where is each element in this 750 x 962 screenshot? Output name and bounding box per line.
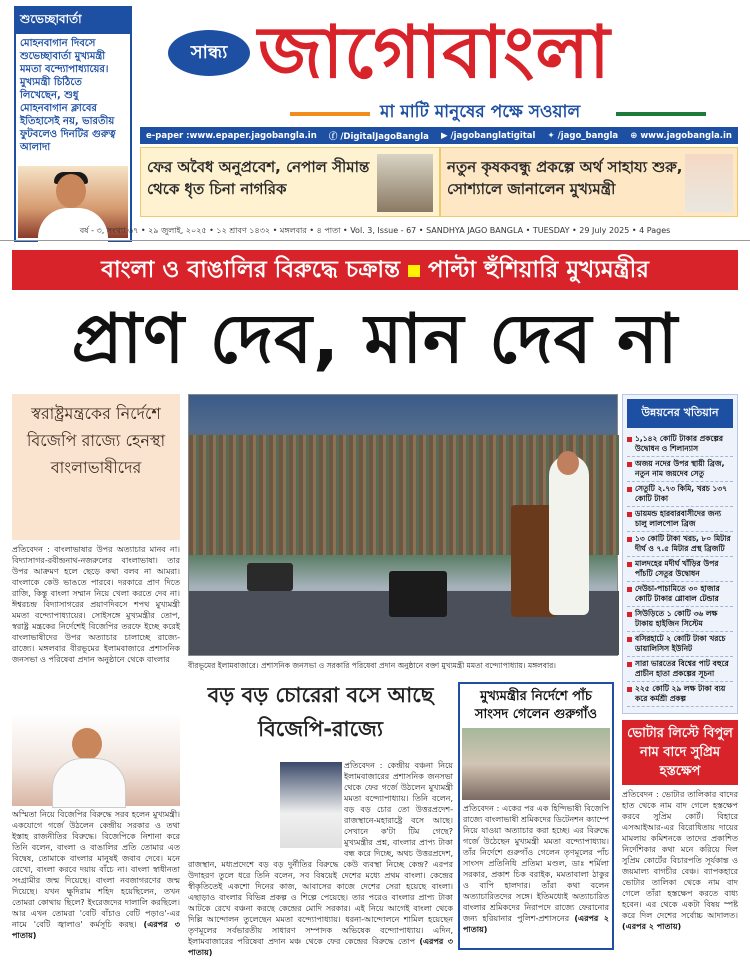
- right-story-body: প্রতিবেদন : ভোটার তালিকার বাদের হাত থেকে নাম বাদ গেলে হস্তক্ষেপ করবে সুপ্রিম কোর্ট। বিহারে এসআইআর-এর বিরোধিতায় দায়ের মামলায় কমিশনকে তাদের প্রকাশিত নির্দেশিকার কথা মনে করিয়ে দিল সুপ্রিম কোর্টের বিচারপতি সূর্যকান্ত ও জয়মাল্য বাগচীর বেঞ্চ। ব্যাপকহারে ভোটার তালিকা থেকে নাম বাদ গেলে তাঁরা হস্তক্ষেপ করতে বাধ্য হবেন। এর থেকে একটা বিষয় স্পষ্ট করে দিল দেশের সর্বোচ্চ আদালত। (এরপর ২ পাতায়): [622, 790, 738, 931]
- strip-right-photo: [685, 154, 733, 212]
- list-item: অজয় নদের উপর স্থায়ী ব্রিজ, নতুন নাম জয়দেব সেতু: [627, 457, 733, 482]
- masthead-tagline: মা মাটি মানুষের পক্ষে সওয়াল: [380, 102, 581, 122]
- list-item: ১৩ কোটি টাকা খরচ, ৮০ মিটার দীর্ঘ ও ৭.৫ মিটার প্রস্থ ব্রিজটি: [627, 532, 733, 557]
- epaper-link[interactable]: e-paper :www.epaper.jagobangla.in: [146, 130, 317, 141]
- newspaper-logo: জাগোবাংলা: [258, 9, 611, 94]
- middle-story-photo: [462, 728, 610, 800]
- middle-story-continue: (এরপর ২ পাতায়): [463, 914, 609, 934]
- banner-right: পাল্টা হুঁশিয়ারি মুখ্যমন্ত্রীর: [427, 257, 649, 283]
- strip-right-title: নতুন কৃষকবন্ধু প্রকল্পে অর্থ সাহায্য শুরু, সোশ্যালে জানালেন মুখ্যমন্ত্রী: [447, 158, 683, 198]
- strip-left-photo: [377, 154, 433, 212]
- middle-story-body: প্রতিবেদন : একের পর এক হিন্দিভাষী বিজেপি রাজ্যে বাংলাভাষী শ্রমিকদের ডিটেনশন ক্যাম্পে নিয়ে যাওয়া অত্যাচার করা হচ্ছে। এর বিরুদ্ধে গর্জে উঠেছেন মুখ্যমন্ত্রী মমতা বন্দ্যোপাধ্যায়। তাঁর নির্দেশে গুরুগাঁও গেলেন তৃণমূলের পাঁচ সাংসদ প্রতিনিধি প্রতিমা মণ্ডল, ডাঃ শর্মিলা সরকার, প্রকাশ চিক বরাইক, মমতাবালা ঠাকুর ও বাপি হালদার। তাঁরা কথা বলেন অত্যাচারিতদের সঙ্গে। ইতিমধ্যেই অত্যাচারিত বাংলার শ্রমিকদের নিরাপদে রাজ্যে ফেরানোর জন্য হরিয়ানার পুলিশ-প্রশাসনের (এরপর ২ পাতায়): [463, 804, 609, 934]
- greeting-box: [14, 6, 132, 242]
- twitter-link[interactable]: ✦ /jago_bangla: [547, 130, 619, 141]
- dateline: বর্ষ - ৩, সংখ্যা ৬৭ • ২৯ জুলাই, ২০২৫ • ১২ শ্রাবণ ১৪৩২ • মঙ্গলবার • ৪ পাতা • Vol. 3, Issue - 67 • SANDHYA JAGO BANGLA • TUESDAY • 29 July 2025 • 4 Pages: [0, 221, 750, 241]
- list-item: সেতুটি ২.৭৩ কিমি, খরচ ১৩৭ কোটি টাকা: [627, 482, 733, 507]
- facebook-link[interactable]: ⓕ /DigitalJagoBangla: [328, 131, 429, 142]
- list-item: ডায়মন্ড হারবারবাসীদের জন্য চালু লালপোল ব্রিজ: [627, 507, 733, 532]
- headline-strip: [140, 147, 738, 217]
- middle-story: [458, 682, 614, 950]
- masthead: [140, 4, 740, 124]
- masthead-oval: সান্ধ্য: [168, 30, 250, 76]
- web-link[interactable]: ⊕ www.jagobangla.in: [630, 130, 732, 141]
- strip-left-title: ফের অবৈধ অনুপ্রবেশ, নেপাল সীমান্ত থেকে ধৃত চিনা নাগরিক: [147, 158, 370, 198]
- left-story-photo: [12, 714, 180, 806]
- center-story-body: প্রতিবেদন : কেন্দ্রীয় বঞ্চনা নিয়ে ইলামবাজারের প্রশাসনিক জনসভা থেকে ফের গর্জে উঠলেন মুখ্যমন্ত্রী মমতা বন্দ্যোপাধ্যায়। তিনি বলেন, বড় বড় চোর তো উত্তরপ্রদেশ-রাজস্থানে-মহারাষ্ট্রে বসে আছে। সেখানে ক'টা টিম গেছে? মুখ্যমন্ত্রীর প্রশ্ন, বাংলার প্রাপ্য টাকা বন্ধ করে দিচ্ছে, অথচ উত্তরপ্রদেশ, রাজস্থান, মধ্যপ্রদেশে বড় বড় দুর্নীতির বিরুদ্ধে কেউ ব্যবস্থা নিচ্ছে কেন্দ্র? এরপর উদাহরণ তুলে ধরে তিনি বলেন, সব বিষয়েই দেশের মধ্যে প্রথম বাংলা। কেন্দ্রের স্বীকৃতিতেই একশো দিনের কাজ, আবাসের কাজে দেশের সেরা হয়েছে বাংলা। এছাড়াও বাংলার বিভিন্ন প্রকল্প ও শিল্পে পেয়েছে। তার পরেও বাংলার প্রাপ্য টাকা আটকে রেখে বঞ্চনা করছে কেন্দ্রের মোদি সরকার। এই নিয়ে আগেই বাংলা থেকে দিল্লি আন্দোলন তুলেছেন মমতা বন্দ্যোপাধ্যায়। ধরনা-আন্দোলনে শামিল হয়েছেন তৃণমূলের সর্বভারতীয় সাধারণ সম্পাদক অভিষেক বন্দ্যোপাধ্যায়। এদিন, ইলামবাজারের পরিষেবা প্রদান মঞ্চ থেকে ফের কেন্দ্রের বিরুদ্ধে তোপ (এরপর ৩ পাতায়): [188, 761, 453, 957]
- greeting-body: মোহনবাগান দিবসে শুভেচ্ছাবার্তা মুখ্যমন্ত্রী মমতা বন্দ্যোপাধ্যায়ের। মুখ্যমন্ত্রী চিঠিতে লিখেছেন, শুধু মোহনবাগান ক্লাবের ইতিহাসেই নয়, ভারতীয় ফুটবলেও দিনটির গুরুত্ব আলাদা: [20, 38, 116, 153]
- right-story-headline[interactable]: ভোটার লিস্টে বিপুল নাম বাদে সুপ্রিম হস্তক্ষেপ: [622, 720, 738, 785]
- middle-story-headline[interactable]: মুখ্যমন্ত্রীর নির্দেশে পাঁচ সাংসদ গেলেন গুরুগাঁও: [460, 684, 612, 728]
- right-story: [622, 720, 738, 950]
- list-item: বসিরহাটে ২ কোটি টাকা খরচে ডায়ালিসিস ইউনিট: [627, 632, 733, 657]
- development-list: [622, 394, 738, 714]
- left-story-body: প্রতিবেদন : বাংলাভাষার উপর অত্যাচার মানব না। বিদ্যাসাগর-রবীন্দ্রনাথ-নজরুলের বাংলাভাষা। তার উপর আক্রমণ হলে ছেড়ে কথা বলব না আমরা। বাংলাকে কেউ ভাঙতে পারবে। দরকারে প্রাণ দিতে রাজি, কিন্তু বাংলা সম্মান নিয়ে খেলা করতে দেব না। ঈশ্বরচন্দ্র বিদ্যাসাগরের প্রয়াণদিবসে শপথ মুখ্যমন্ত্রী মমতা বন্দ্যোপাধ্যায়ের। সোইসঙ্গে মুখ্যমন্ত্রীর তোপ, স্বরাষ্ট্র মন্ত্রকের নির্দেশেই বিজেপির তরফে ইচ্ছে করেই বাংলাভাষীদের উপর অত্যাচার চালাচ্ছে রাজ্যে-রাজ্যে। মঙ্গলবার বীরভূমের ইলামবাজারে প্রশাসনিক জনসভা ও পরিষেবা প্রদান অনুষ্ঠানে থেকে বাংলার: [12, 545, 180, 664]
- strip-story-left[interactable]: [140, 147, 440, 217]
- development-items: [623, 432, 737, 707]
- development-list-title: উন্নয়নের খতিয়ান: [627, 399, 733, 428]
- strip-story-right[interactable]: [440, 147, 738, 217]
- list-item: দেউচা-পাচামিতে ৩০ হাজার কোটি টাকার গ্লোবাল টেন্ডার: [627, 582, 733, 607]
- left-story-body-2: অস্মিতা নিয়ে বিজেপির বিরুদ্ধে সরব হলেন মুখ্যমন্ত্রী। একযোগে গর্জে উঠলেন কেন্দ্রীয় সরকার ও তথা ইস্তাহ রাজনীতির বিরুদ্ধে। বিজেপিকে নিশানা করে তিনি বলেন, বাংলা ও বাঙালির প্রতি তোমার এত বিদ্বেষ, তোমাকে বাংলার মানুষই জবাব দেবে। মনে রেখো, বাংলা করবে দয়ায় বাঁচে না। বাংলা স্বাধীনতা সংগ্রামীর জন্ম দিয়েছে। বাংলা নবজাগরণের জন্ম দিয়েছে। যখন ক্ষুদিরাম শহিদ হয়েছিলেন, তখন তোমরা কোথায় ছিলে? ইংরেজদের দালালি করছিলে। আর এখন তোমরা 'বেটি বাঁচাও বেটি পড়াও'-এর নামে 'বেটি জ্বালাও' কর্মসূচি করছ। (এরপর ৩ পাতায়): [12, 810, 180, 940]
- left-story: [12, 394, 180, 954]
- social-bar: [140, 127, 738, 144]
- list-item: সারা ভারতের বিশ্বের পাট বহুরে প্রাচীন হাতা প্রকল্পের সূচনা: [627, 657, 733, 682]
- center-story-headline[interactable]: বড় বড় চোরেরা বসে আছে বিজেপি-রাজ্যে: [207, 683, 434, 741]
- list-item: মালদহের মদীর্ঘ খাঁড়ির উপর পাঁচটি সেতুর উদ্বোধন: [627, 557, 733, 582]
- red-banner: [12, 250, 738, 290]
- youtube-link[interactable]: ▶ /jagobanglatigital: [440, 130, 536, 141]
- banner-left: বাংলা ও বাঙালির বিরুদ্ধে চক্রান্ত: [101, 257, 400, 283]
- list-item: ২২৫ কোটি ২৯ লক্ষ টাকা ব্যয় করে কর্মশ্রী প্রকল্প: [627, 682, 733, 707]
- center-story: [188, 760, 453, 957]
- left-story-continue: (এরপর ৩ পাতায়): [12, 920, 180, 940]
- left-story-kicker[interactable]: স্বরাষ্ট্রমন্ত্রকের নির্দেশে বিজেপি রাজ্যে হেনস্থা বাংলাভাষীদের: [12, 394, 180, 540]
- greeting-title: শুভেচ্ছাবার্তা: [16, 8, 130, 34]
- center-story-continue: (এরপর ৩ পাতায়): [188, 937, 453, 957]
- list-item: সিউড়িতে ১ কোটি ৩৬ লক্ষ টাকায় হাইজিন সিস্টেম: [627, 607, 733, 632]
- main-headline[interactable]: প্রাণ দেব, মান দেব না: [71, 300, 679, 379]
- right-story-continue: (এরপর ২ পাতায়): [622, 922, 682, 931]
- list-item: ১,১৪২ কোটি টাকার প্রকল্পের উদ্বোধন ও শিলান্যাস: [627, 432, 733, 457]
- main-photo: [188, 394, 618, 656]
- photo-caption: বীরভূমের ইলামবাজারে। প্রশাসনিক জনসভা ও সরকারি পরিষেবা প্রদান অনুষ্ঠানে বক্তা মুখ্যমন্ত্রী মমতা বন্দ্যোপাধ্যায়। মঙ্গলবার।: [188, 661, 556, 670]
